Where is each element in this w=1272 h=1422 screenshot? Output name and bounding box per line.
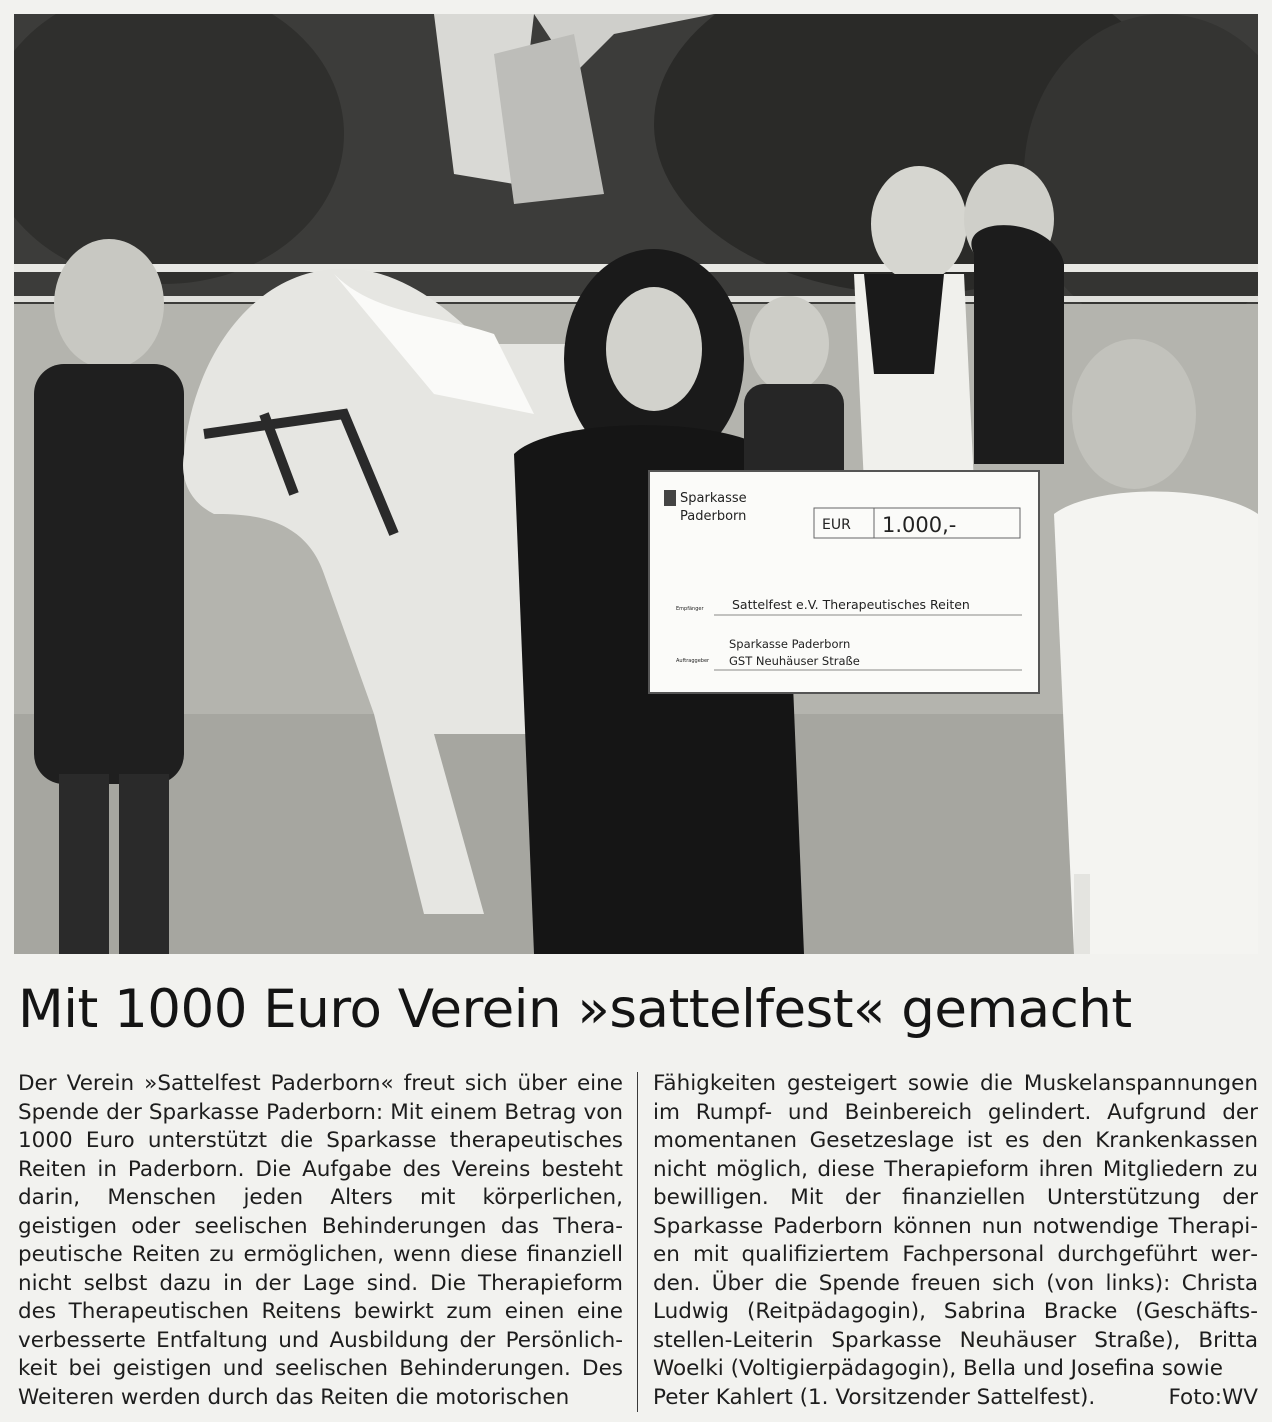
article-headline: Mit 1000 Euro Verein »sattelfest« gemacht <box>18 979 1132 1040</box>
article-photo <box>14 14 1258 954</box>
article-column-left: Der Verein »Sattelfest Paderborn« freut sich über eine Spende der Sparkasse Paderborn: Mit einem Betrag von 1000 Euro unterstützt die Sparkasse therapeutisches Reiten in Paderborn. Die Aufgabe des Vereins besteht darin, Menschen jeden Alters mit körperlichen, geistigen oder seelischen Behinderungen das Therapeutische Reiten zu ermöglichen, wenn diese finanziell nicht selbst dazu in der Lage sind. Die Therapieform des Therapeutischen Reitens bewirkt zum einen eine verbesserte Entfaltung und Ausbildung der Persönlichkeit bei geistigen und seelischen Behinderungen. Des Weiteren werden durch das Reiten die motorischen <box>18 1071 623 1410</box>
check-issuer-label: Auftraggeber <box>676 658 710 664</box>
photo-credit: Foto:WV <box>1168 1384 1258 1410</box>
article-last-line <box>653 1384 1258 1413</box>
check-bank-line1: Sparkasse <box>680 491 747 506</box>
check-currency: EUR <box>822 517 851 533</box>
check-bank-line2: Paderborn <box>680 509 747 524</box>
check-issuer-line1: Sparkasse Paderborn <box>729 637 851 651</box>
check-recipient-label: Empfänger <box>676 606 704 612</box>
article-column-right <box>653 1070 1258 1412</box>
column-divider <box>637 1072 638 1412</box>
check-amount: 1.000,- <box>882 513 957 537</box>
check-recipient: Sattelfest e.V. Therapeutisches Reiten <box>732 597 970 612</box>
article-column-right-last: Peter Kahlert (1. Vorsitzender Sattelfest). <box>653 1384 1096 1410</box>
donation-check <box>649 471 1039 693</box>
article-column-right-text: Fähigkeiten gesteigert sowie die Muskelanspannungen im Rumpf- und Beinbereich gelindert. Aufgrund der momentanen Gesetzeslage ist es den Krankenkassen nicht möglich, diese Therapieform ihren Mitgliedern zu bewilligen. Mit der finanziellen Unterstützung der Sparkasse Paderborn können nun notwendige Therapien mit qualifiziertem Fachpersonal durchgeführt werden. Über die Spende freuen sich (von links): Christa Ludwig (Reitpädagogin), Sabrina Bracke (Geschäftsstellen-Leiterin Sparkasse Neuhäuser Straße), Britta Woelki (Voltigierpädagogin), Bella und Josefina sowie <box>653 1071 1258 1381</box>
check-issuer-line2: GST Neuhäuser Straße <box>729 654 860 668</box>
